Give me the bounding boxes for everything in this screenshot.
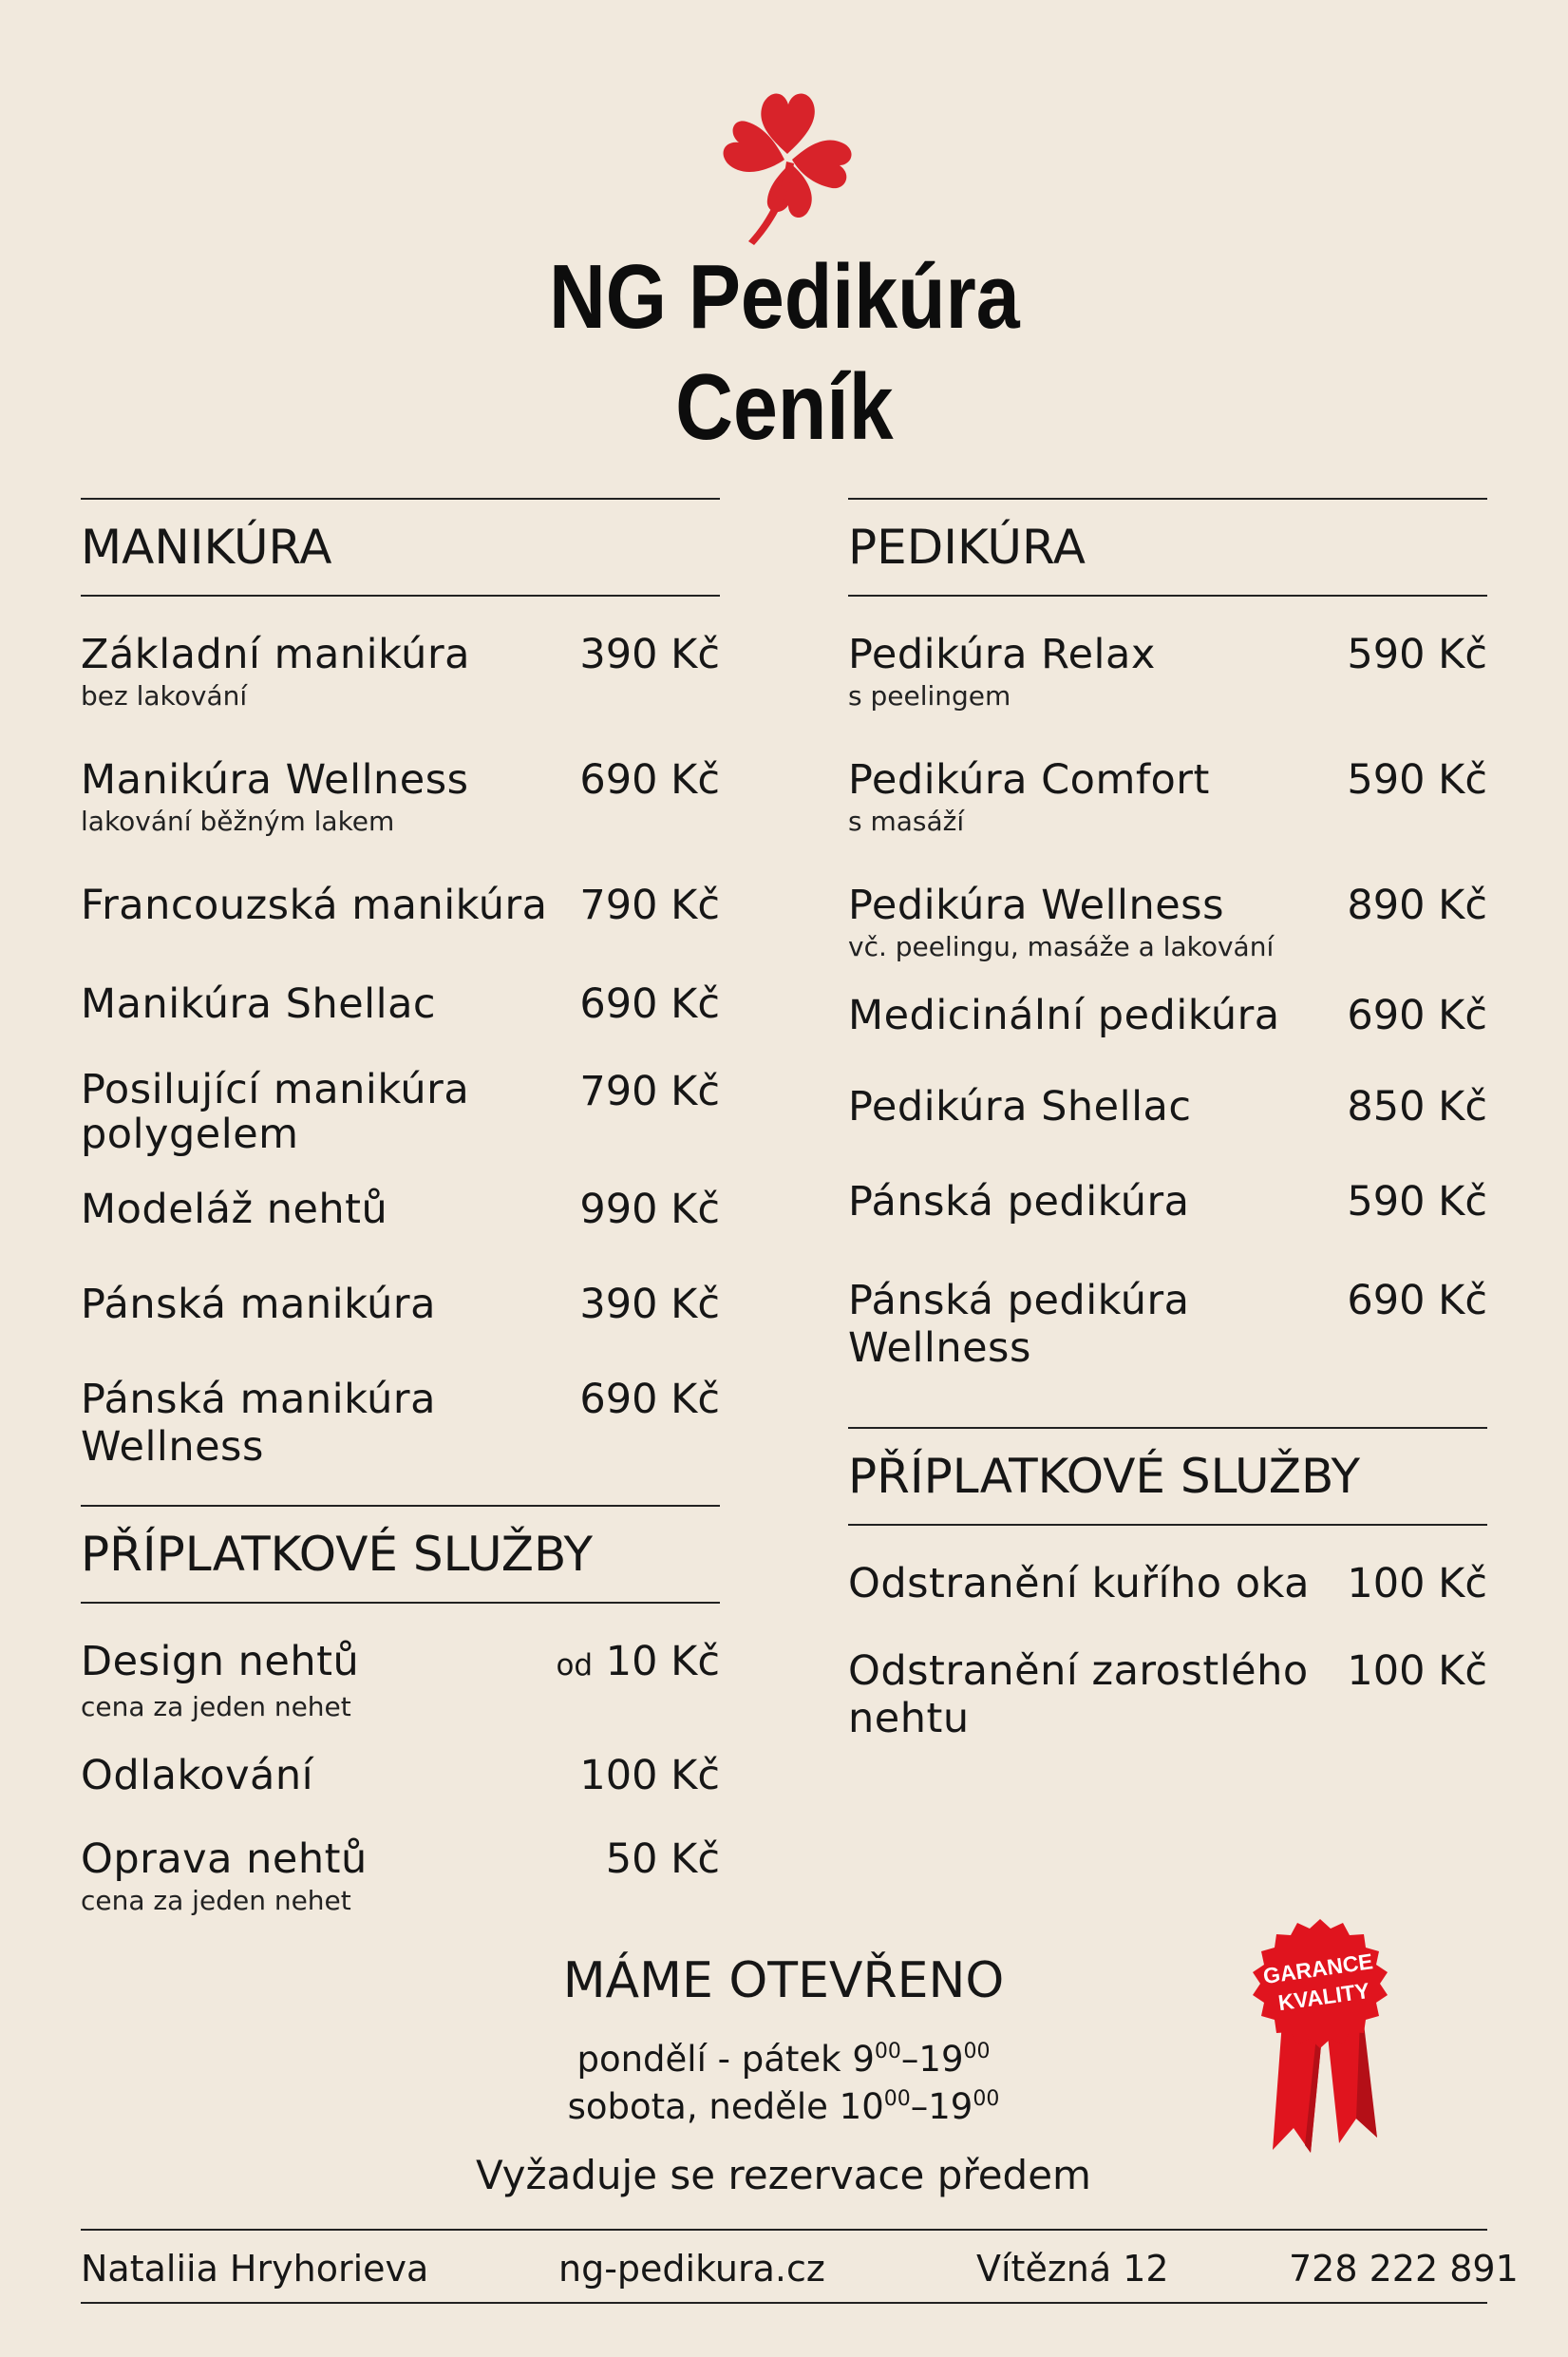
- manikura-list: [81, 597, 720, 1505]
- item-price: 690 Kč: [579, 980, 720, 1028]
- clover-icon: [716, 86, 859, 247]
- footer-name: Nataliia Hryhorieva: [81, 2248, 429, 2290]
- price-item: [81, 882, 720, 980]
- section-title-pedikura: PEDIKÚRA: [848, 520, 1086, 575]
- hours-label: pondělí - pátek: [576, 2039, 841, 2080]
- item-name: Pedikúra Wellness: [848, 882, 1224, 929]
- price-item: [848, 1647, 1487, 1752]
- item-name: Manikúra Shellac: [81, 980, 437, 1028]
- price-prefix: od: [556, 1648, 594, 1682]
- price-item: [848, 1178, 1487, 1277]
- price-item: [81, 1752, 720, 1835]
- hours-label: sobota, neděle: [567, 2086, 828, 2127]
- price-item: [81, 631, 720, 756]
- item-note: cena za jeden nehet: [81, 1691, 351, 1722]
- price-item: [81, 1376, 720, 1505]
- item-note: cena za jeden nehet: [81, 1885, 351, 1916]
- item-note: vč. peelingu, masáže a lakování: [848, 931, 1275, 962]
- price-item: [81, 1835, 720, 1921]
- section-title-priplatkove: PŘÍPLATKOVÉ SLUŽBY: [848, 1449, 1361, 1504]
- quality-seal-icon: [1235, 1917, 1406, 2164]
- price-item: [848, 1560, 1487, 1647]
- price-item: [848, 882, 1487, 992]
- item-price: 890 Kč: [1347, 882, 1487, 929]
- item-price: 390 Kč: [579, 631, 720, 678]
- item-name: Modeláž nehtů: [81, 1186, 388, 1233]
- item-price: 690 Kč: [1347, 992, 1487, 1039]
- pedikura-list: [848, 597, 1487, 1427]
- badge-line1: GARANCE: [1261, 1948, 1375, 1989]
- footer-divider: [81, 2229, 1487, 2231]
- item-name: Pedikúra Comfort: [848, 756, 1210, 804]
- item-price: 590 Kč: [1347, 631, 1487, 678]
- hours-minutes: 00: [963, 2040, 991, 2063]
- item-name: Pedikúra Relax: [848, 631, 1156, 678]
- price-item: [81, 756, 720, 882]
- item-price: 100 Kč: [1347, 1647, 1487, 1695]
- item-price: [556, 1638, 720, 1689]
- item-name: Pánská pedikúra: [848, 1178, 1190, 1226]
- item-price: 790 Kč: [579, 882, 720, 929]
- opening-hours-weekend: sobota, neděle $10^{00}-19^{00}$: [567, 2086, 1000, 2127]
- footer-address: Vítězná 12: [976, 2248, 1169, 2290]
- hours-to: 19: [928, 2086, 973, 2127]
- price-item: [848, 756, 1487, 882]
- item-note: bez lakování: [81, 680, 248, 712]
- item-name: Základní manikúra: [81, 631, 470, 678]
- hours-minutes: 00: [973, 2087, 1000, 2111]
- price-item: [81, 1281, 720, 1376]
- item-name: Pánská manikúra: [81, 1281, 436, 1328]
- hours-from: 10: [839, 2086, 884, 2127]
- item-price: 590 Kč: [1347, 756, 1487, 804]
- item-price: 390 Kč: [579, 1281, 720, 1328]
- item-name: Odstranění zarostlého nehtu: [848, 1647, 1309, 1742]
- item-price: 100 Kč: [1347, 1560, 1487, 1607]
- price-item: [848, 1277, 1487, 1427]
- item-price: 790 Kč: [579, 1068, 720, 1115]
- item-name: Posilující manikúra polygelem: [81, 1066, 470, 1158]
- section-title-priplatkove: PŘÍPLATKOVÉ SLUŽBY: [81, 1527, 594, 1582]
- price-item: [81, 1186, 720, 1281]
- item-name: Medicinální pedikúra: [848, 992, 1280, 1039]
- opening-title: MÁME OTEVŘENO: [562, 1952, 1005, 2009]
- page-title: NG Pedikúra: [549, 246, 1020, 348]
- priplatkove-list: [848, 1526, 1487, 1752]
- item-note: lakování běžným lakem: [81, 806, 395, 837]
- price-value: 10 Kč: [605, 1638, 720, 1685]
- price-item: [81, 1068, 720, 1186]
- hours-from: 9: [852, 2039, 875, 2080]
- footer-divider: [81, 2302, 1487, 2304]
- price-item: [81, 1638, 720, 1752]
- item-price: 50 Kč: [605, 1835, 720, 1883]
- page-subtitle: Ceník: [675, 354, 894, 459]
- footer-phone-link[interactable]: 728 222 891: [1289, 2248, 1519, 2290]
- hours-minutes: 00: [883, 2087, 911, 2111]
- section-title-manikura: MANIKÚRA: [81, 520, 332, 575]
- hours-minutes: 00: [874, 2040, 901, 2063]
- item-name: Pánská pedikúra Wellness: [848, 1277, 1190, 1372]
- price-item: [848, 992, 1487, 1083]
- item-note: s masáží: [848, 806, 965, 837]
- item-price: 990 Kč: [579, 1186, 720, 1233]
- price-item: [848, 1083, 1487, 1178]
- badge-line2: KVALITY: [1276, 1977, 1371, 2016]
- item-name: Odlakování: [81, 1752, 314, 1799]
- item-name: Pedikúra Shellac: [848, 1083, 1192, 1131]
- price-item: [848, 631, 1487, 756]
- priplatkove-list: [81, 1604, 720, 1921]
- item-name: Odstranění kuřího oka: [848, 1560, 1310, 1607]
- opening-hours-weekdays: pondělí - pátek $9^{00}-19^{00}$: [576, 2039, 991, 2080]
- item-price: 850 Kč: [1347, 1083, 1487, 1131]
- hours-to: 19: [918, 2039, 964, 2080]
- item-name: Pánská manikúra Wellness: [81, 1376, 436, 1471]
- item-price: 100 Kč: [579, 1752, 720, 1799]
- footer-website-link[interactable]: ng-pedikura.cz: [558, 2248, 825, 2290]
- item-price: 590 Kč: [1347, 1178, 1487, 1226]
- reservation-note: Vyžaduje se rezervace předem: [476, 2152, 1091, 2198]
- right-column: [848, 498, 1487, 1752]
- item-name: Design nehtů: [81, 1638, 360, 1685]
- price-item: [81, 980, 720, 1068]
- item-price: 690 Kč: [579, 1376, 720, 1423]
- item-price: 690 Kč: [579, 756, 720, 804]
- item-name: Manikúra Wellness: [81, 756, 469, 804]
- item-name: Oprava nehtů: [81, 1835, 368, 1883]
- item-price: 690 Kč: [1347, 1277, 1487, 1324]
- item-note: s peelingem: [848, 680, 1011, 712]
- item-name: Francouzská manikúra: [81, 882, 548, 929]
- left-column: [81, 498, 720, 1921]
